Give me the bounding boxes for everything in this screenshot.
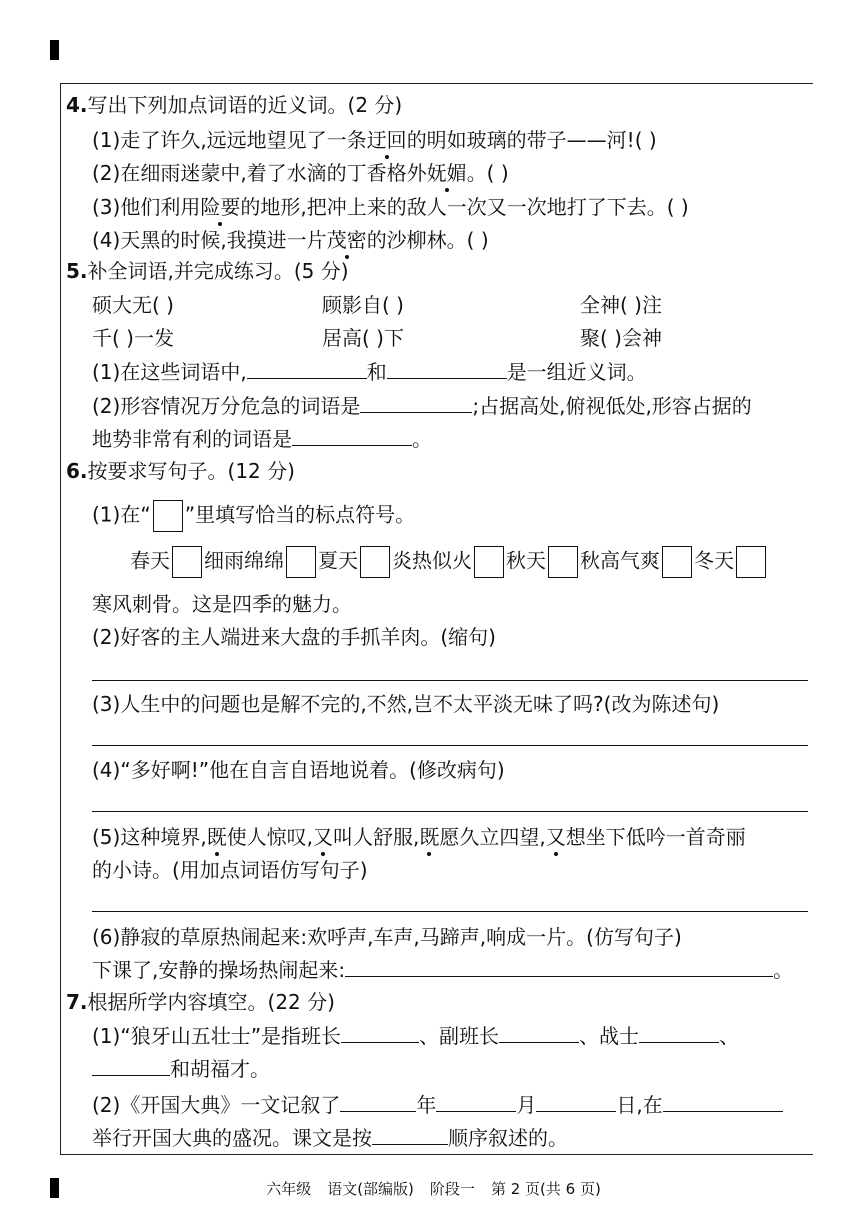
q6-sub-3: (3)人生中的问题也是解不完的,不然,岂不太平淡无味了吗?(改为陈述句) [92, 692, 720, 716]
footer-stage: 阶段一 [429, 1180, 475, 1198]
q7-title: 7.根据所学内容填空。(22 分) [66, 990, 335, 1014]
q4-title: 4.写出下列加点词语的近义词。(2 分) [66, 93, 403, 117]
dotted-word: 迂回 [366, 128, 407, 152]
answer-blank[interactable] [340, 1093, 416, 1112]
answer-blank[interactable] [436, 1093, 516, 1112]
q7-sub-1-line2: 和胡福才。 [92, 1057, 270, 1081]
q6-sub-4: (4)“多好啊!”他在自言自语地说着。(修改病句) [92, 758, 505, 782]
answer-line[interactable] [92, 911, 808, 912]
punctuation-box[interactable] [662, 546, 692, 578]
q5-word-5: 居高( )下 [322, 326, 404, 350]
q6-title: 6.按要求写句子。(12 分) [66, 459, 295, 483]
q6-sub-2: (2)好客的主人端进来大盘的手抓羊肉。(缩句) [92, 625, 496, 649]
q4-item-3: (3)他们利用险要的地形,把冲上来的敌人一次又一次地打了下去。( ) [92, 195, 689, 219]
punctuation-box[interactable] [736, 546, 766, 578]
q6-sub-5-line2: 的小诗。(用加点词语仿写句子) [92, 858, 368, 882]
q6-sub-1: (1)在“ ”里填写恰当的标点符号。 [92, 500, 415, 532]
q7-sub-1: (1)“狼牙山五壮士”是指班长 、副班长 、战士 、 [92, 1024, 740, 1048]
q5-word-6: 聚( )会神 [580, 326, 662, 350]
q5-sub-1: (1)在这些词语中, 和 是一组近义词。 [92, 360, 647, 384]
q5-sub-2: (2)形容情况万分危急的词语是 ;占据高处,俯视低处,形容占据的 [92, 394, 752, 418]
dotted-word: 又 [545, 825, 566, 849]
answer-blank[interactable] [663, 1093, 783, 1112]
example-box [153, 500, 183, 532]
punctuation-box[interactable] [172, 546, 202, 578]
q6-sub-6: (6)静寂的草原热闹起来:欢呼声,车声,马蹄声,响成一片。(仿写句子) [92, 925, 682, 949]
q4-item-4: (4)天黑的时候,我摸进一片茂密的沙柳林。( ) [92, 228, 489, 252]
dotted-word: 既 [419, 825, 440, 849]
q5-word-1: 硕大无( ) [92, 293, 174, 317]
punctuation-box[interactable] [548, 546, 578, 578]
q6-sub-6-line2: 下课了,安静的操场热闹起来: 。 [92, 958, 794, 982]
q5-word-2: 顾影自( ) [322, 293, 404, 317]
punctuation-box[interactable] [474, 546, 504, 578]
q6-seasons-line: 春天 细雨绵绵 夏天 炎热似火 秋天 秋高气爽 冬天 [130, 546, 768, 578]
q4-item-2: (2)在细雨迷蒙中,着了水滴的丁香格外妩媚。( ) [92, 161, 509, 185]
answer-blank[interactable] [345, 958, 773, 977]
answer-line[interactable] [92, 811, 808, 812]
answer-blank[interactable] [360, 394, 472, 413]
answer-blank[interactable] [92, 1057, 170, 1076]
answer-blank[interactable] [372, 1126, 448, 1145]
footer-subject: 语文(部编版) [327, 1180, 414, 1198]
answer-blank[interactable] [639, 1024, 719, 1043]
q6-seasons-end: 寒风刺骨。这是四季的魅力。 [92, 592, 352, 616]
answer-blank[interactable] [387, 360, 507, 379]
answer-blank[interactable] [247, 360, 367, 379]
footer-grade: 六年级 [266, 1180, 312, 1198]
dotted-word: 又 [313, 825, 334, 849]
dotted-word: 既 [206, 825, 227, 849]
answer-line[interactable] [92, 680, 808, 681]
q4-item-1: (1)走了许久,远远地望见了一条迂回的明如玻璃的带子——河!( ) [92, 128, 657, 152]
registration-mark-top [50, 40, 59, 60]
q6-sub-5: (5)这种境界,既使人惊叹,又叫人舒服,既愿久立四望,又想坐下低吟一首奇丽 [92, 825, 746, 849]
answer-blank[interactable] [292, 427, 412, 446]
answer-line[interactable] [92, 745, 808, 746]
q5-sub-2-line2: 地势非常有利的词语是 。 [92, 427, 432, 451]
q7-sub-2: (2)《开国大典》一文记叙了 年 月 日,在 [92, 1093, 783, 1117]
q5-word-3: 全神( )注 [580, 293, 662, 317]
q7-sub-2-line2: 举行开国大典的盛况。课文是按 顺序叙述的。 [92, 1126, 568, 1150]
footer-page-number: 第 2 页(共 6 页) [490, 1180, 601, 1198]
q5-title: 5.补全词语,并完成练习。(5 分) [66, 259, 349, 283]
q5-word-4: 千( )一发 [92, 326, 174, 350]
answer-blank[interactable] [341, 1024, 419, 1043]
page-footer [0, 1180, 867, 1198]
answer-blank[interactable] [536, 1093, 616, 1112]
answer-blank[interactable] [499, 1024, 579, 1043]
dotted-word: 险要 [200, 195, 241, 219]
punctuation-box[interactable] [286, 546, 316, 578]
dotted-word: 妩媚 [426, 161, 467, 185]
punctuation-box[interactable] [360, 546, 390, 578]
dotted-word: 茂密 [326, 228, 367, 252]
